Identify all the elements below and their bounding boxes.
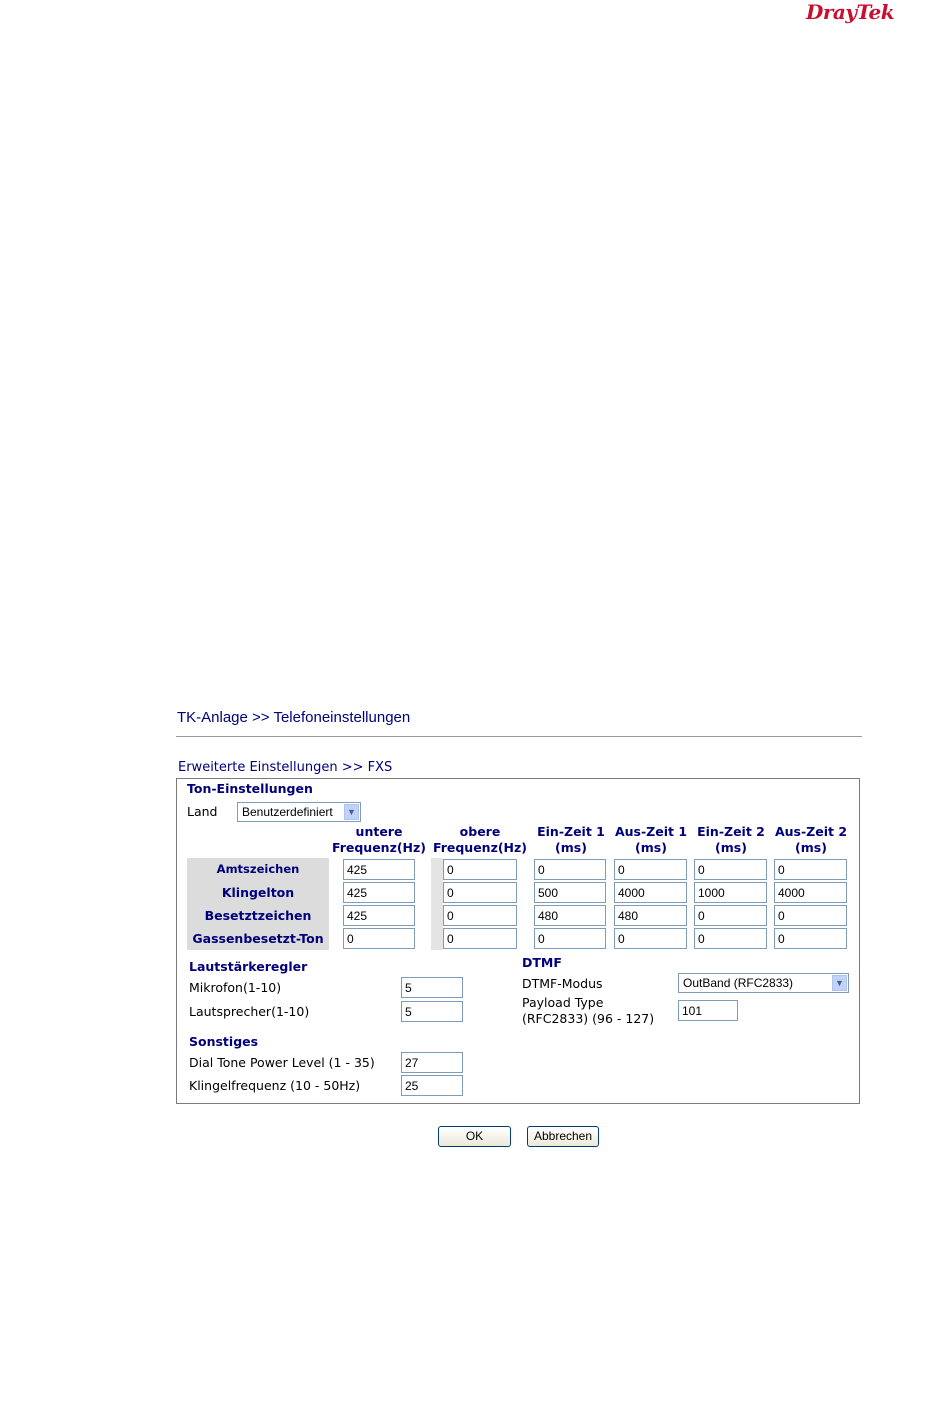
congestion-off-time-1-input[interactable]: [614, 928, 687, 949]
section-title: Erweiterte Einstellungen >> FXS: [178, 760, 393, 775]
land-select-value: Benutzerdefiniert: [242, 805, 333, 819]
speaker-volume-input[interactable]: [401, 1001, 463, 1022]
dial-tone-on-time-1-input[interactable]: [534, 859, 606, 880]
col-header-line2: (ms): [635, 840, 667, 855]
ringback-upper-freq-input[interactable]: [443, 882, 517, 903]
col-header-line1: Ein-Zeit 1: [537, 824, 605, 839]
col-header-lower-freq: [329, 824, 429, 856]
chevron-down-icon[interactable]: ▼: [832, 975, 847, 991]
dial-tone-power-input[interactable]: [401, 1052, 463, 1073]
mic-label: Mikrofon(1-10): [189, 980, 282, 995]
col-header-line1: Aus-Zeit 1: [614, 824, 688, 839]
draytek-logo: DrayTek: [806, 0, 895, 24]
dial-tone-off-time-1-input[interactable]: [614, 859, 687, 880]
busy-lower-freq-input[interactable]: [343, 905, 415, 926]
row-label-busy: Besetztzeichen: [204, 908, 312, 923]
col-header-line2: (ms): [715, 840, 747, 855]
congestion-on-time-2-input[interactable]: [694, 928, 767, 949]
col-header-off-time-2: [761, 824, 861, 856]
cell-gap-bg: [431, 904, 443, 927]
cell-gap-bg: [431, 927, 443, 950]
busy-off-time-1-input[interactable]: [614, 905, 687, 926]
busy-upper-freq-input[interactable]: [443, 905, 517, 926]
busy-off-time-2-input[interactable]: [774, 905, 847, 926]
payload-type-label: Payload Type: [522, 995, 604, 1010]
row-label-congestion: Gassenbesetzt-Ton: [192, 931, 324, 946]
cell-gap-bg: [431, 881, 443, 904]
col-header-line1: Ein-Zeit 2: [697, 824, 765, 839]
dtmf-mode-select[interactable]: [678, 973, 849, 993]
payload-type-range-label: (RFC2833) (96 - 127): [522, 1011, 655, 1026]
payload-type-input[interactable]: [678, 1000, 738, 1021]
fxs-settings-panel: [176, 778, 860, 1104]
col-header-upper-freq: [430, 824, 530, 856]
ringback-on-time-2-input[interactable]: [694, 882, 767, 903]
title-divider: [176, 736, 862, 737]
dial-tone-upper-freq-input[interactable]: [443, 859, 517, 880]
ringback-on-time-1-input[interactable]: [534, 882, 606, 903]
volume-heading: Lautstärkeregler: [189, 959, 308, 974]
cancel-button[interactable]: Abbrechen: [527, 1126, 599, 1147]
mic-volume-input[interactable]: [401, 977, 463, 998]
col-header-line2: Frequenz(Hz): [432, 840, 528, 855]
land-select[interactable]: [237, 802, 361, 822]
speaker-label: Lautsprecher(1-10): [189, 1004, 310, 1019]
congestion-lower-freq-input[interactable]: [343, 928, 415, 949]
congestion-on-time-1-input[interactable]: [534, 928, 606, 949]
busy-on-time-1-input[interactable]: [534, 905, 606, 926]
dtmf-mode-select-value: OutBand (RFC2833): [683, 976, 794, 990]
dial-tone-off-time-2-input[interactable]: [774, 859, 847, 880]
row-label-dial-tone: Amtszeichen: [216, 862, 300, 876]
ringback-lower-freq-input[interactable]: [343, 882, 415, 903]
col-header-line1: obere: [459, 824, 501, 839]
ring-frequency-label: Klingelfrequenz (10 - 50Hz): [189, 1078, 361, 1093]
col-header-line2: Frequenz(Hz): [331, 840, 427, 855]
col-header-line2: (ms): [555, 840, 587, 855]
land-label: Land: [187, 804, 218, 819]
dtmf-heading: DTMF: [522, 955, 562, 970]
busy-on-time-2-input[interactable]: [694, 905, 767, 926]
congestion-upper-freq-input[interactable]: [443, 928, 517, 949]
dial-tone-on-time-2-input[interactable]: [694, 859, 767, 880]
ringback-off-time-2-input[interactable]: [774, 882, 847, 903]
tone-settings-heading: Ton-Einstellungen: [187, 781, 313, 796]
misc-heading: Sonstiges: [189, 1034, 259, 1049]
dial-tone-power-label: Dial Tone Power Level (1 - 35): [189, 1055, 375, 1070]
ringback-off-time-1-input[interactable]: [614, 882, 687, 903]
col-header-line2: (ms): [795, 840, 827, 855]
chevron-down-icon[interactable]: ▼: [344, 804, 359, 820]
cell-gap-bg: [431, 858, 443, 881]
row-label-ringback: Klingelton: [221, 885, 295, 900]
congestion-off-time-2-input[interactable]: [774, 928, 847, 949]
dial-tone-lower-freq-input[interactable]: [343, 859, 415, 880]
dtmf-mode-label: DTMF-Modus: [522, 976, 603, 991]
col-header-line1: Aus-Zeit 2: [774, 824, 848, 839]
ring-frequency-input[interactable]: [401, 1075, 463, 1096]
col-header-line1: untere: [355, 824, 403, 839]
page-title: TK-Anlage >> Telefoneinstellungen: [177, 709, 411, 726]
ok-button[interactable]: OK: [438, 1126, 511, 1147]
